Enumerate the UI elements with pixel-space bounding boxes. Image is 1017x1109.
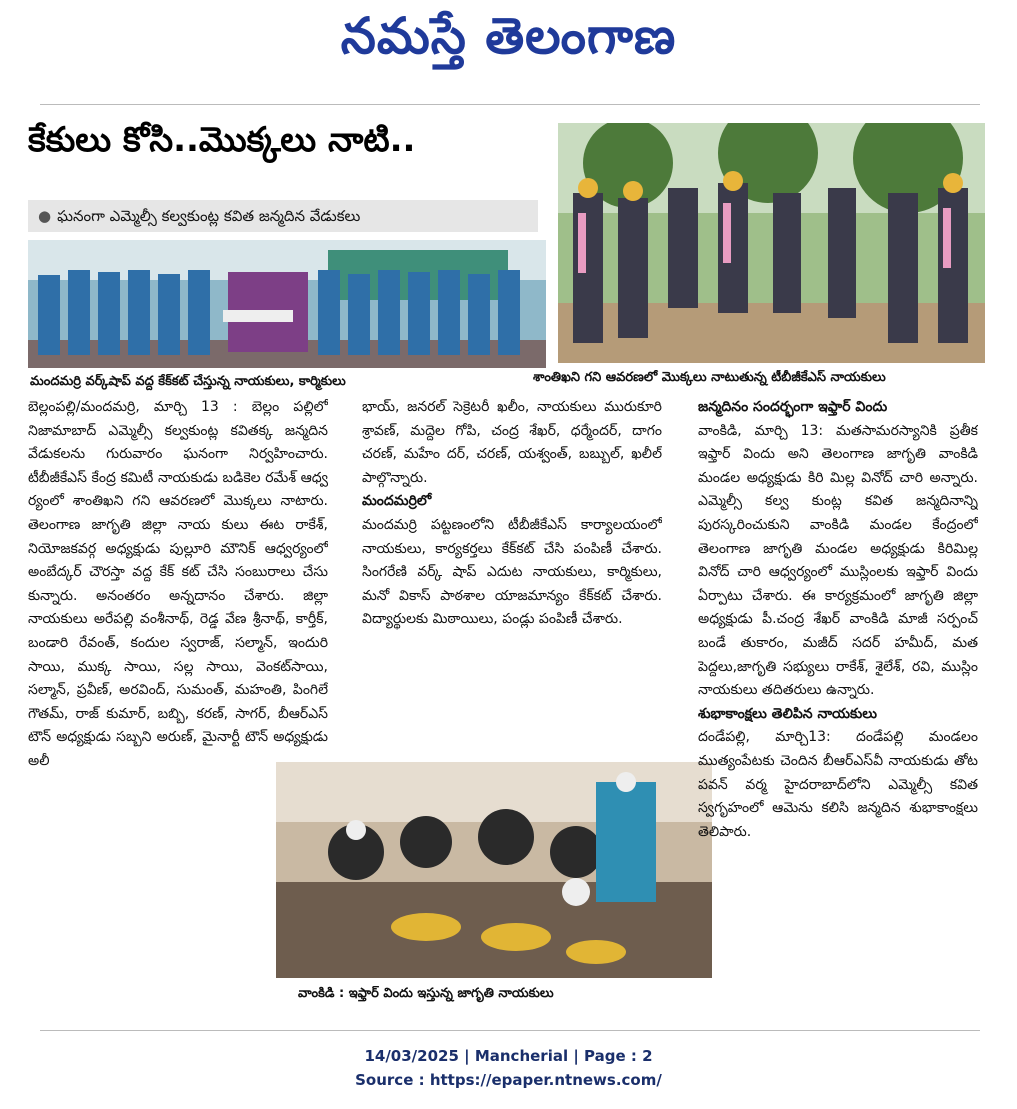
column-2-subheading: మందమర్రిలో [362, 493, 432, 510]
bottom-divider [40, 1030, 980, 1031]
newspaper-masthead: నమస్తే తెలంగాణ [340, 6, 677, 65]
article-headline: కేకులు కోసి..మొక్కలు నాటి.. [28, 120, 416, 160]
iftar-photo [276, 762, 712, 978]
iftar-caption: వాంకిడి : ఇఫ్తార్ విందు ఇస్తున్న జాగృతి నాయకులు [298, 986, 554, 1001]
workshop-cake-photo [28, 240, 546, 368]
column-1-text: బెల్లంపల్లి/మందమర్రి, మార్చి 13 : బెల్లం పల్లిలో నిజామాబాద్ ఎమ్మెల్సీ కల్వకుంట్ల కవితక్క జన్మదిన వేడుకలను గురువారం ఘనంగా నిర్వహించారు. టీబీజీకేఎస్ కేంద్ర కమిటీ నాయకుడు బడికెల రమేశ్ ఆధ్వ ర్యంలో శాంతిఖని గని ఆవరణలో మొక్కలు నాటారు. తెలంగాణ జాగృతి జిల్లా నాయ కులు ఈట రాకేశ్, నియోజకవర్గ అధ్యక్షుడు పుల్లూరి మౌనిక్ ఆధ్వర్యంలో అంబేద్కర్ చౌరస్తా వద్ద కేక్ కట్ చేసి సంబురాలు చేసు కున్నారు. అనంతరం అన్నదానం చేశారు. జిల్లా నాయకులు అరేపల్లి వంశీనాథ్, రెడ్డ వేణ శ్రీనాథ్, కార్తీక్, బండారి రేవంత్, కందుల స్వరాజ్, సల్మాన్, ఇందురి సాయి, ముక్క సాయి, సల్ల సాయి, వెంకట్‌సాయి, సల్మాన్, ప్రవీణ్, అరవింద్, సుమంత్, మహంతి, పింగిలే గౌతమ్, రాజ్ కుమార్, బబ్బి, కరణ్, సాగర్, బీఆర్‌ఎస్ టౌన్ అధ్యక్షుడు సబ్బని అరుణ్, మైనార్టీ టౌన్ అధ్యక్షుడు అలీ [28, 399, 328, 769]
planting-caption: శాంతిఖని గని ఆవరణలో మొక్కలు నాటుతున్న టీబీజీకేఎస్ నాయకులు [533, 370, 886, 385]
planting-photo [558, 123, 985, 363]
subheadline-text: ఘనంగా ఎమ్మెల్సీ కల్వకుంట్ల కవిత జన్మదిన వేడుకలు [57, 207, 361, 225]
column-3-paragraph-2: దండేపల్లి, మార్చి13: దండేపల్లి మండలం ముత్యంపేటకు చెందిన బీఆర్‌ఎస్‌వీ నాయకుడు తోట పవన్ వర్మ హైదరాబాద్‌లోని ఎమ్మెల్సీ కవిత స్వగృహంలో ఆమెను కలిసి జన్మదిన శుభాకాంక్షలు తెలిపారు. [698, 729, 978, 840]
footer-source-line: Source : https://epaper.ntnews.com/ [355, 1071, 662, 1089]
article-column-3 [698, 396, 978, 1008]
bullet-icon: ● [38, 207, 52, 225]
top-divider [40, 104, 980, 105]
column-3-heading-2: శుభాకాంక్షలు తెలిపిన నాయకులు [698, 705, 877, 722]
footer-date-line: 14/03/2025 | Mancherial | Page : 2 [364, 1047, 653, 1065]
workshop-caption: మందమర్రి వర్క్‌షాప్ వద్ద కేక్‌కట్ చేస్తున్న నాయకులు, కార్మికులు [30, 374, 346, 389]
column-3-heading-1: జన్మదినం సందర్భంగా ఇఫ్తార్ విందు [698, 399, 888, 415]
column-2-paragraph-1: భాయ్, జనరల్ సెక్రెటరీ ఖలీం, నాయకులు మురుకూరి శ్రావణ్, మద్దెల గోపి, చంద్ర శేఖర్, ధర్మేందర్, దాగం చరణ్, మహేం దర్, చరణ్, యశ్వంత్, బబ్బుల్, ఖలీల్ పాల్గొన్నారు. [362, 399, 662, 486]
article-subheadline [28, 200, 538, 232]
article-column-2 [362, 396, 662, 762]
column-2-paragraph-2: మందమర్రి పట్టణంలోని టీబీజీకేఎస్ కార్యాలయంలో నాయకులు, కార్యకర్తలు కేక్‌కట్ చేసి పంపిణీ చేశారు. సింగరేణి వర్క్ షాప్ ఎదుట నాయకులు, కార్మికులు, మనో వికాస్ పాఠశాల యాజమాన్యం కేక్‌కట్ చేశారు. విద్యార్థులకు మిఠాయిలు, పండ్లు పంపిణీ చేశారు. [362, 516, 662, 628]
column-3-paragraph-1: వాంకిడి, మార్చి 13: మతసామరస్యానికి ప్రతీక ఇఫ్తార్ విందు అని తెలంగాణ జాగృతి వాంకిడి మండల అధ్యక్షుడు కిరి మిల్ల వినోద్ చారి అన్నారు. ఎమ్మెల్సీ కల్వ కుంట్ల కవిత జన్మదినాన్ని పురస్కరించుకుని వాంకిడి మండల కేంద్రంలో తెలంగాణ జాగృతి మండల అధ్యక్షుడు కిరిమిల్ల వినోద్ చారి ఆధ్వర్యంలో ముస్లింలకు ఇఫ్తార్ విందు ఏర్పాటు చేశారు. ఈ కార్యక్రమంలో జాగృతి జిల్లా అధ్యక్షుడు పీ.చంద్ర శేఖర్ వాంకిడి మాజీ సర్పంచ్ బండే తుకారం, మజీద్ సదర్ హమీద్, మత పెద్దలు,జాగృతి సభ్యులు రాకేశ్, శైలేశ్, రవి, ముస్లిం నాయకులు తదితరులు ఉన్నారు. [698, 422, 978, 699]
